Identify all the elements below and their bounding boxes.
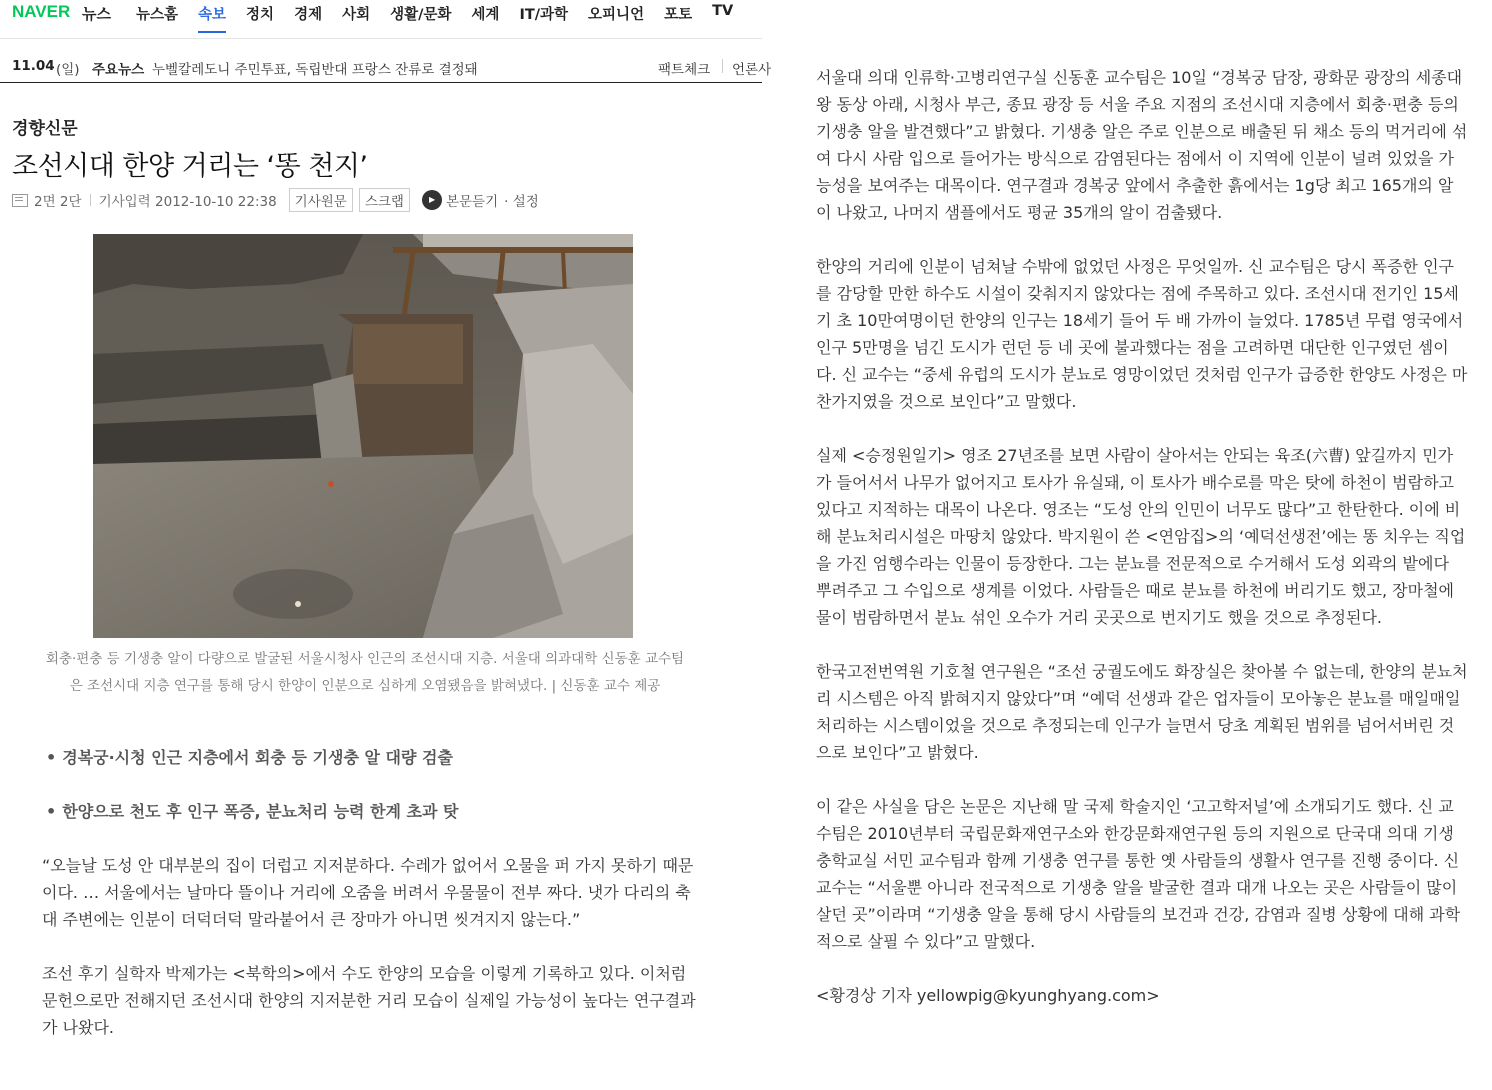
nav-item-life-culture[interactable]: 생활/문화 [390, 7, 452, 23]
body-paragraph: “오늘날 도성 안 대부분의 집이 더럽고 지저분하다. 수레가 없어서 오물을 퍼 가지 못하기 때문이다. … 서울에서는 날마다 뜰이나 거리에 오줌을 버려서 우물물이 전부 짜다. 냇가 다리의 축대 주변에는 인분이 더덕더덕 말라붙어서 큰 장마가 아니면 씻겨지지 않는다.” [42, 856, 694, 929]
body-paragraph: 이 같은 사실을 담은 논문은 지난해 말 국제 학술지인 ‘고고학저널’에 소개되기도 했다. 신 교수팀은 2010년부터 국립문화재연구소와 한강문화재연구원 등의 지원으로 단국대 의대 기생충학교실 서민 교수팀과 함께 기생충 연구를 통한 옛 사람들의 생활사 연구를 진행 중이다. 신 교수는 “서울뿐 아니라 전국적으로 기생충 알을 발굴한 결과 대개 나오는 곳은 사람들이 많이 살던 곳”이라며 “기생충 알을 통해 당시 사람들의 보건과 건강, 감염과 질병 상황에 대해 과학적으로 살필 수 있다”고 말했다. [816, 797, 1461, 951]
play-icon [422, 190, 442, 210]
press-link[interactable]: 언론사 [732, 62, 772, 78]
article-date: 기사입력 2012-10-10 22:38 [98, 194, 277, 210]
scrap-button[interactable]: 스크랩 [359, 188, 410, 212]
news-section-label[interactable]: 뉴스 [82, 5, 111, 23]
photo-caption: 회충·편충 등 기생충 알이 다량으로 발굴된 서울시청사 인근의 조선시대 지층. 서울대 의과대학 신동훈 교수팀은 조선시대 지층 연구를 통해 당시 한양이 인분으로 심하게 오염됐음을 밝혀냈다. | 신동훈 교수 제공 [45, 651, 685, 694]
factcheck-link[interactable]: 팩트체크 [658, 62, 711, 78]
divider [90, 194, 91, 206]
article-summary [46, 746, 706, 854]
listen-settings-link[interactable]: · 설정 [504, 194, 539, 210]
nav-item-society[interactable]: 사회 [342, 7, 371, 23]
article-title: 조선시대 한양 거리는 ‘똥 천지’ [12, 151, 368, 182]
today-date: 11.04 [12, 58, 55, 74]
nav-item-politics[interactable]: 정치 [246, 7, 275, 23]
article-info [12, 188, 539, 212]
page-position: 2면 2단 [34, 194, 82, 210]
naver-logo[interactable]: NAVER [12, 2, 71, 21]
excavation-photo-illustration [93, 234, 633, 638]
date-headline-bar [0, 48, 772, 83]
article-photo [93, 234, 633, 638]
press-name[interactable]: 경향신문 [12, 119, 78, 139]
article-body-left [42, 852, 702, 1068]
summary-item: • 한양으로 천도 후 인구 폭증, 분뇨처리 능력 한계 초과 탓 [46, 800, 706, 824]
body-paragraph: 실제 <승정원일기> 영조 27년조를 보면 사람이 살아서는 안되는 육조(六曹) 앞길까지 민가가 들어서서 나무가 없어지고 토사가 유실돼, 이 토사가 배수로를 막은 탓에 하천이 범람하고 있다고 지적하는 대목이 나온다. 영조는 “도성 안의 인민이 너무도 많다”고 한탄한다. 이에 비해 분뇨처리시설은 마땅치 않았다. 박지원이 쓴 <연암집>의 ‘예덕선생전’에는 똥 치우는 직업을 가진 엄행수라는 인물이 등장한다. 그는 분뇨를 전문적으로 수거해서 도성 외곽의 밭에다 뿌려주고 그 수입으로 생계를 이었다. 사람들은 때로 분뇨를 하천에 버리기도 했고, 장마철에 물이 범람하면서 분뇨 섞인 오수가 거리 곳곳으로 번지기도 했을 것으로 추정된다. [816, 446, 1466, 627]
nav-item-opinion[interactable]: 오피니언 [588, 7, 645, 23]
reporter-byline: <황경상 기자 yellowpig@kyunghyang.com> [816, 986, 1160, 1005]
today-day: (일) [56, 62, 80, 78]
nav-item-world[interactable]: 세계 [471, 7, 500, 23]
body-paragraph: 서울대 의대 인류학·고병리연구실 신동훈 교수팀은 10일 “경복궁 담장, 광화문 광장의 세종대왕 동상 아래, 시청사 부근, 종묘 광장 등 서울 주요 지점의 조선시대 지층에서 회충·편충 등의 기생충 알을 발견했다”고 밝혔다. 기생충 알은 주로 인분으로 배출된 뒤 채소 등의 먹거리에 섞여 다시 사람 입으로 들어가는 방식으로 감염된다는 점에서 이 지역에 인분이 널려 있었을 가능성을 보여주는 대목이다. 연구결과 경복궁 앞에서 추출한 흙에서는 1g당 최고 165개의 알이 나왔고, 나머지 샘플에서도 평균 35개의 알이 검출됐다. [816, 68, 1468, 222]
original-article-button[interactable]: 기사원문 [289, 188, 353, 212]
nav-item-it-science[interactable]: IT/과학 [519, 7, 569, 23]
nav-item-economy[interactable]: 경제 [294, 7, 323, 23]
divider [722, 59, 723, 73]
nav-item-tv[interactable]: TV [712, 3, 734, 19]
article-body-right [816, 64, 1468, 1009]
body-paragraph: 한양의 거리에 인분이 넘쳐날 수밖에 없었던 사정은 무엇일까. 신 교수팀은 당시 폭증한 인구를 감당할 만한 하수도 시설이 갖춰지지 않았다는 점에 주목하고 있다. 조선시대 전기인 15세기 초 10만여명이던 한양의 인구는 18세기 들어 두 배 가까이 늘었다. 1785년 무렵 영국에서 인구 5만명을 넘긴 도시가 런던 등 네 곳에 불과했다는 점을 고려하면 대단한 인구였던 셈이다. 신 교수는 “중세 유럽의 도시가 분뇨로 영망이었던 것처럼 인구가 급증한 한양도 사정은 마찬가지였을 것으로 보인다”고 말했다. [816, 257, 1468, 411]
top-navigation [0, 0, 762, 39]
nav-item-photo[interactable]: 포토 [664, 7, 693, 23]
body-paragraph: 조선 후기 실학자 박제가는 <북학의>에서 수도 한양의 모습을 이렇게 기록하고 있다. 이처럼 문헌으로만 전해지던 조선시대 한양의 지저분한 거리 모습이 실제일 가능성이 높다는 연구결과가 나왔다. [42, 964, 696, 1037]
listen-label: 본문듣기 [445, 194, 499, 210]
nav-item-home[interactable]: 뉴스홈 [136, 7, 179, 23]
summary-item: • 경복궁·시청 인근 지층에서 회충 등 기생충 알 대량 검출 [46, 746, 706, 770]
newspaper-page-icon [12, 194, 28, 207]
nav-menu [136, 3, 753, 24]
listen-button[interactable] [422, 190, 498, 210]
main-news-headline[interactable]: 누벨칼레도니 주민투표, 독립반대 프랑스 잔류로 결정돼 [152, 62, 478, 78]
nav-item-breaking[interactable]: 속보 [198, 3, 226, 24]
body-paragraph: 한국고전번역원 기호철 연구원은 “조선 궁궐도에도 화장실은 찾아볼 수 없는데, 한양의 분뇨처리 시스템은 아직 밝혀지지 않았다”며 “예덕 선생과 같은 업자들이 모아놓은 분뇨를 매일매일 처리하는 시스템이었을 것으로 추정되는데 인구가 늘면서 당초 계획된 범위를 넘어서버린 것으로 보인다”고 밝혔다. [816, 662, 1468, 762]
right-column [780, 0, 1492, 1090]
main-news-label: 주요뉴스 [92, 62, 145, 78]
